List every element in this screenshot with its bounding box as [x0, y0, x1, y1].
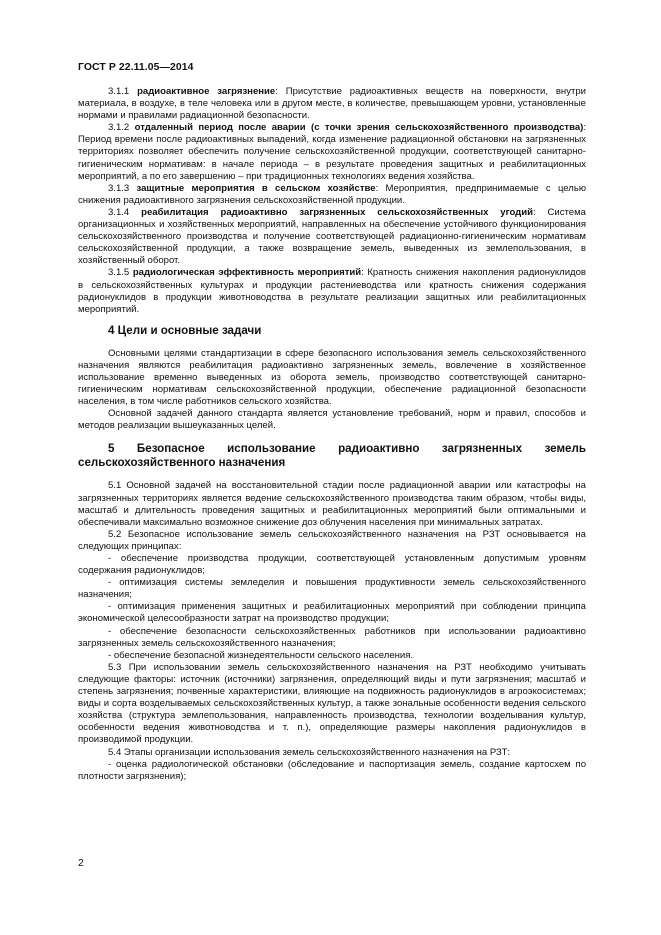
document-header: ГОСТ Р 22.11.05—2014 [78, 62, 194, 73]
term-name: отдаленный период после аварии (с точки зрения сельскохозяйственного производства) [134, 122, 584, 134]
term-number: 3.1.3 [108, 182, 130, 194]
section-4-heading: 4 Цели и основные задачи [108, 323, 262, 337]
term-number: 3.1.2 [108, 122, 130, 134]
term-entry [78, 207, 586, 267]
page-number: 2 [78, 858, 84, 869]
term-name: радиоактивное загрязнение [137, 86, 276, 97]
term-definition: : Мероприятия, предпринимаемые с целью снижения радиоактивного загрязнения сельскохозяйственной продукции. [78, 182, 586, 206]
section-4-paragraph: Основной задачей данного стандарта является установление требований, норм и правил, способов и методов реализации вышеуказанных целей. [78, 408, 586, 432]
section-5-list-item: - оптимизация системы земледелия и повышения продуктивности земель сельскохозяйственного назначения; [78, 577, 586, 601]
term-entry [78, 267, 586, 315]
term-number: 3.1.4 [108, 206, 130, 218]
term-definition: : Система организационных и хозяйственных мероприятий, направленных на обеспечение устойчивого функционирования сельскохозяйственного производства и получение соответствующей радиационно-гигиеническим нормативам сельскохозяйственной продукции, а также возвращение земель, выведенных из землепользования, в хозяйственный оборот. [78, 206, 586, 267]
section-5-paragraph: 5.4 Этапы организации использования земель сельскохозяйственного назначения на РЗТ: [108, 746, 511, 758]
section-5-list-item: - обеспечение производства продукции, соответствующей установленным допустимым уровням содержания радионуклидов; [78, 553, 586, 577]
term-definition: : Присутствие радиоактивных веществ на поверхности, внутри материала, в воздухе, в теле человека или в другом месте, в количестве, превышающем уровни, установленные нормами и правилами радиационной безопасности. [78, 86, 586, 122]
term-number: 3.1.1 [108, 86, 130, 97]
term-entry [78, 122, 586, 182]
section-5-heading: 5 Безопасное использование радиоактивно загрязненных земель сельскохозяйственного назначения [78, 442, 586, 470]
term-definition: : Кратность снижения накопления радионуклидов в сельскохозяйственных культурах и продукции растениеводства или кратность снижения содержания радионуклидов в продукции животноводства в результате реализации защитных или реабилитационных мероприятий. [78, 267, 586, 315]
term-entry [78, 86, 586, 122]
section-5-list-item: - оценка радиологической обстановки (обследование и паспортизация земель, создание картосхем по плотности загрязнения); [78, 758, 586, 782]
section-5-list-item: - обеспечение безопасности сельскохозяйственных работников при использовании радиоактивно загрязненных земель сельскохозяйственного назначения; [78, 625, 586, 649]
term-name: реабилитация радиоактивно загрязненных сельскохозяйственных угодий [141, 206, 533, 218]
section-5-paragraph: 5.3 При использовании земель сельскохозяйственного назначения на РЗТ необходимо учитывать следующие факторы: источник (источники) загрязнения, определяющий виды и пути загрязнения; масштаб и степень загрязнения; почвенные характеристики, влияющие на подвижность радионуклидов в агроэкосистемах; виды и сорта возделываемых сельскохозяйственных культур, а также зональные особенности ведения сельского хозяйства (структура землепользования, направленность производства, технологии возделывания культур, особенности ведения животноводства и т. п.), определяющие размеры накопления радионуклидов в производимой продукции. [78, 661, 586, 746]
section-5-paragraph: 5.1 Основной задачей на восстановительной стадии после радиационной аварии или катастрофы на загрязненных территориях является ведение сельскохозяйственного производства таким образом, чтобы виды, масштаб и длительность проведения защитных и реабилитационных мероприятий были оптимальными и обеспечивали максимально возможное снижение доз облучения населения при минимальных затратах. [78, 480, 586, 528]
terms-list [78, 86, 586, 316]
section-5-list-item: - оптимизация применения защитных и реабилитационных мероприятий при соблюдении принципа экономической целесообразности затрат на производство продукции; [78, 601, 586, 625]
term-definition: : Период времени после радиоактивных выпадений, когда изменение радиационной обстановки на загрязненных территориях позволяет обеспечить получение сельскохозяйственной продукции, соответствующей санитарно-гигиеническим нормативам: в начале периода – в результате проведения защитных и реабилитационных мероприятий, а по его завершению – при традиционных технологиях ведения хозяйства. [78, 122, 586, 182]
term-name: защитные мероприятия в сельском хозяйстве [136, 182, 376, 194]
document-body [78, 86, 586, 783]
term-entry [78, 183, 586, 207]
term-number: 3.1.5 [108, 267, 130, 279]
section-5-paragraph: 5.2 Безопасное использование земель сельскохозяйственного назначения на РЗТ основывается на следующих принципах: [78, 528, 586, 552]
term-name: радиологическая эффективность мероприятий [132, 267, 362, 279]
section-5-list-item: - обеспечение безопасной жизнедеятельности сельского населения. [108, 649, 414, 661]
section-4-paragraph: Основными целями стандартизации в сфере безопасного использования земель сельскохозяйственного назначения являются реабилитация радиоактивно загрязненных земель, вовлечение в хозяйственное использование временно выведенных из оборота земель, производство соответствующей санитарно-гигиеническим нормативам сельскохозяйственной продукции, обеспечение радиационной безопасности населения, в том числе работников сельского хозяйства. [78, 347, 586, 408]
